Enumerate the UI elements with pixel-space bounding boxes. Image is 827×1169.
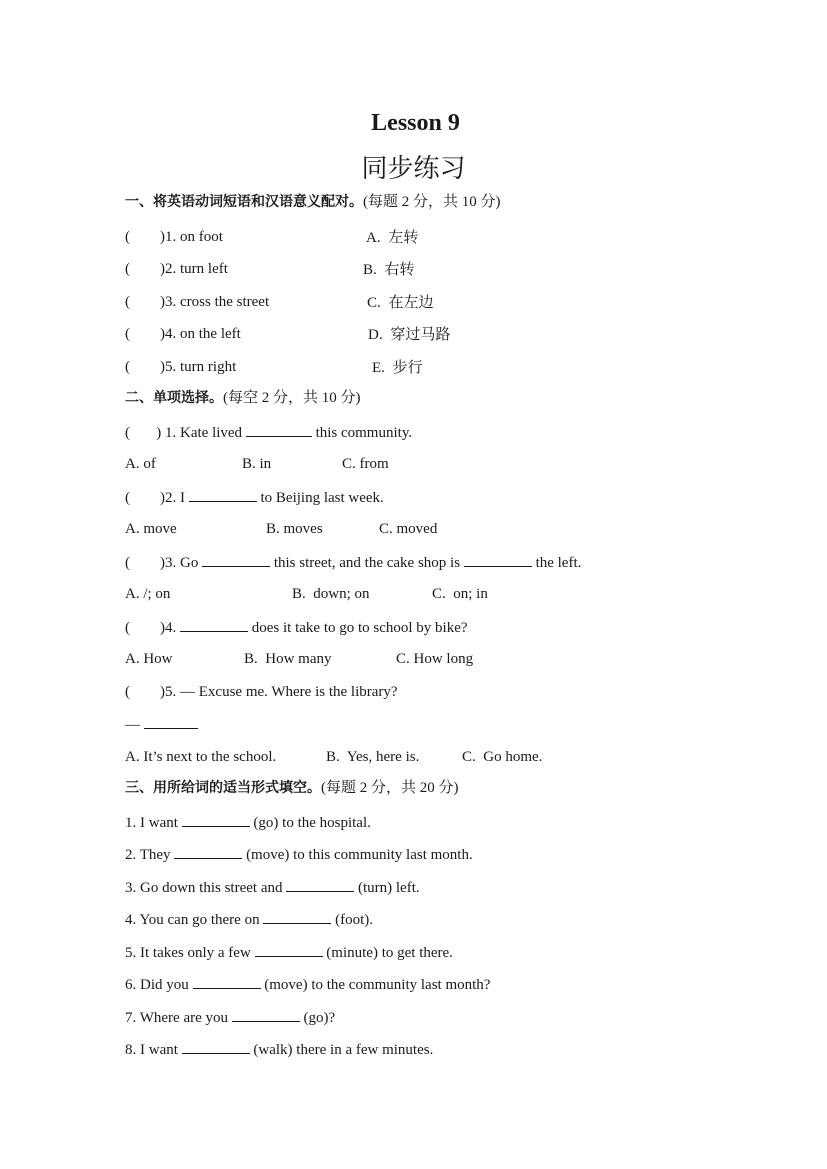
section-1-heading [125, 192, 501, 212]
section-2-title: 二、单项选择。 [125, 390, 223, 406]
answer-paren[interactable]: ( ) [125, 555, 165, 571]
question-text: 4. [165, 620, 180, 636]
option-a: A. How [125, 651, 173, 667]
fill-text: 5. It takes only a few [125, 945, 255, 961]
answer-blank[interactable] [144, 714, 198, 729]
option-a: A. It’s next to the school. [125, 749, 277, 765]
answer-blank[interactable] [286, 877, 354, 892]
question-text-end: to Beijing last week. [256, 490, 384, 506]
option-c: C. Go home. [462, 749, 543, 765]
match-option [366, 227, 418, 248]
fill-text: 4. You can go there on [125, 912, 264, 928]
section-2-note: (每空 2 分，共 10 分) [223, 390, 361, 406]
match-option [372, 357, 423, 378]
answer-blank-1[interactable] [202, 552, 270, 567]
option-text: 穿过马路 [390, 325, 451, 343]
section-3-heading [125, 778, 459, 798]
fill-text: 1. I want [125, 815, 182, 831]
option-a: A. move [125, 521, 177, 537]
answer-blank[interactable] [246, 422, 312, 437]
answer-blank[interactable] [180, 617, 248, 632]
match-phrase: 2. turn left [165, 261, 228, 277]
match-item [125, 357, 236, 377]
option-b: B. moves [266, 521, 323, 537]
fill-text-end: (move) to the community last month? [260, 977, 491, 993]
fill-text: 2. They [125, 847, 175, 863]
answer-blank[interactable] [255, 942, 323, 957]
page-title: Lesson 9 [371, 110, 460, 136]
option-c: C. How long [396, 651, 474, 667]
match-option [363, 259, 415, 280]
question-text: 2. I [165, 490, 189, 506]
page-subtitle: 同步练习 [361, 154, 466, 184]
option-text: 在左边 [388, 293, 434, 311]
option-b: B. down; on [292, 586, 370, 602]
fill-text-end: (turn) left. [354, 880, 420, 896]
option-b: B. Yes, here is. [326, 749, 420, 765]
match-phrase: 3. cross the street [165, 294, 270, 310]
fill-item [125, 1039, 433, 1060]
fill-item [125, 942, 453, 963]
answer-paren[interactable]: ( ) [125, 359, 165, 375]
answer-paren[interactable]: ( ) [125, 620, 165, 636]
answer-blank[interactable] [182, 1039, 250, 1054]
question-1 [125, 422, 412, 443]
option-letter: D. [368, 327, 383, 343]
answer-paren[interactable]: ( ) [125, 261, 165, 277]
match-item [125, 324, 241, 344]
fill-text-end: (foot). [331, 912, 373, 928]
fill-text: 3. Go down this street and [125, 880, 287, 896]
match-phrase: 5. turn right [165, 359, 237, 375]
fill-text: 6. Did you [125, 977, 193, 993]
fill-item [125, 877, 420, 898]
answer-paren[interactable]: ( ) [125, 425, 162, 441]
option-letter: A. [366, 230, 381, 246]
section-3-note: (每题 2 分，共 20 分) [321, 780, 459, 796]
question-text-end: does it take to go to school by bike? [248, 620, 468, 636]
response-line [125, 714, 198, 735]
fill-text-end: (walk) there in a few minutes. [249, 1042, 434, 1058]
option-a: A. of [125, 456, 156, 472]
option-c: C. on; in [432, 586, 488, 602]
option-letter: C. [367, 295, 381, 311]
match-item [125, 292, 269, 312]
question-2 [125, 487, 384, 508]
fill-item [125, 1007, 335, 1028]
fill-item [125, 974, 490, 995]
fill-text-end: (move) to this community last month. [242, 847, 473, 863]
match-phrase: 4. on the left [165, 326, 241, 342]
answer-blank-2[interactable] [464, 552, 532, 567]
match-option [367, 292, 434, 313]
question-text-mid: this street, and the cake shop is [270, 555, 464, 571]
option-c: C. from [342, 456, 389, 472]
answer-blank[interactable] [263, 909, 331, 924]
answer-paren[interactable]: ( ) [125, 684, 165, 700]
question-5 [125, 682, 398, 702]
match-phrase: 1. on foot [165, 229, 223, 245]
fill-text: 7. Where are you [125, 1010, 232, 1026]
fill-text-end: (minute) to get there. [322, 945, 453, 961]
question-text: 1. Kate lived [161, 425, 246, 441]
question-3 [125, 552, 581, 573]
option-b: B. in [242, 456, 272, 472]
question-text-end: this community. [311, 425, 413, 441]
option-text: 步行 [392, 358, 423, 376]
option-c: C. moved [379, 521, 438, 537]
fill-item [125, 909, 373, 930]
answer-blank[interactable] [182, 812, 250, 827]
section-1-note: (每题 2 分，共 10 分) [363, 194, 501, 210]
answer-blank[interactable] [174, 844, 242, 859]
question-text: 5. — Excuse me. Where is the library? [165, 684, 398, 700]
answer-paren[interactable]: ( ) [125, 326, 165, 342]
fill-text-end: (go) to the hospital. [249, 815, 371, 831]
fill-text-end: (go)? [299, 1010, 336, 1026]
fill-text: 8. I want [125, 1042, 182, 1058]
answer-paren[interactable]: ( ) [125, 229, 165, 245]
fill-item [125, 844, 473, 865]
section-2-heading [125, 388, 361, 408]
fill-item [125, 812, 371, 833]
answer-paren[interactable]: ( ) [125, 490, 165, 506]
answer-blank[interactable] [232, 1007, 300, 1022]
match-option [368, 324, 450, 345]
option-a: A. /; on [125, 586, 171, 602]
dash: — [125, 717, 140, 733]
option-text: 左转 [388, 228, 419, 246]
answer-blank[interactable] [189, 487, 257, 502]
match-item [125, 259, 228, 279]
question-text-end: the left. [531, 555, 582, 571]
answer-paren[interactable]: ( ) [125, 294, 165, 310]
option-text: 右转 [384, 260, 415, 278]
answer-blank[interactable] [193, 974, 261, 989]
section-1-title: 一、将英语动词短语和汉语意义配对。 [125, 194, 363, 210]
option-letter: B. [363, 262, 377, 278]
option-letter: E. [372, 360, 385, 376]
question-text: 3. Go [165, 555, 203, 571]
section-3-title: 三、用所给词的适当形式填空。 [125, 780, 321, 796]
match-item [125, 227, 223, 247]
question-4 [125, 617, 468, 638]
option-b: B. How many [244, 651, 332, 667]
